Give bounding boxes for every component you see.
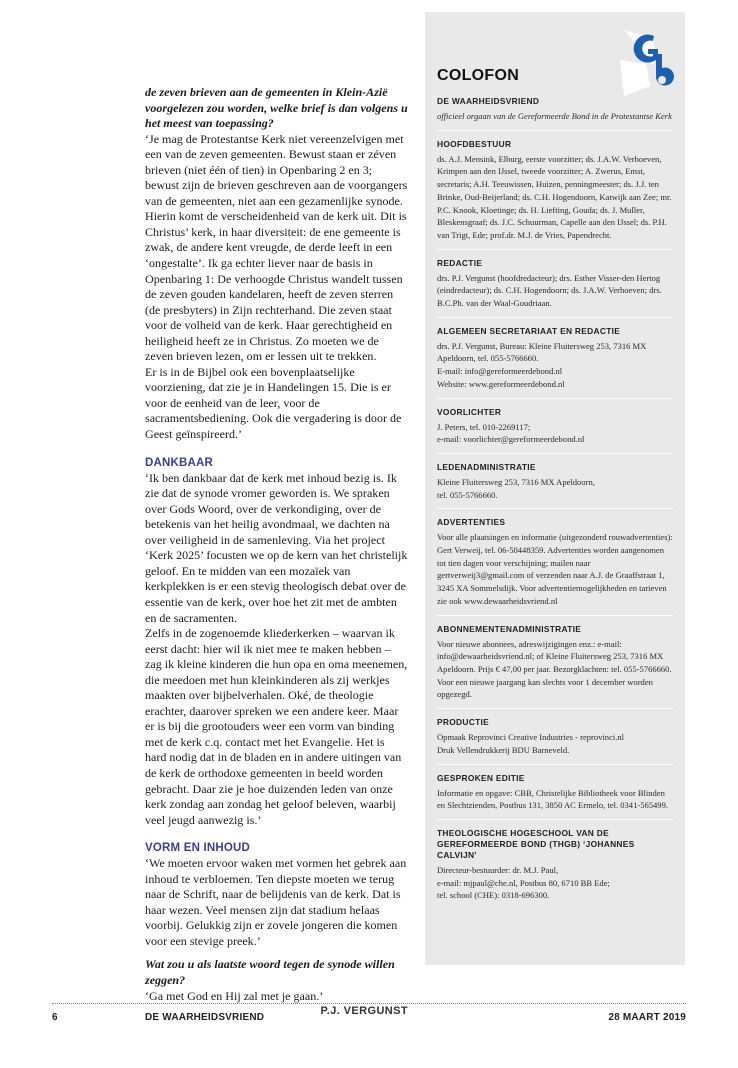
colofon-body: Directeur-bestuurder: dr. M.J. Paul, e-mail: mjpaul@che.nl, Postbus 80, 6710 BB Ede; tel. school (CHE): 0318-696300. bbox=[437, 864, 610, 901]
answer-paragraph: ‘Ga met God en Hij zal met je gaan.’ bbox=[145, 988, 324, 1003]
answer-paragraph: ‘We moeten ervoor waken met vormen het gebrek aan inhoud te verbloemen. Ten diepste moeten we terug naar de Schrift, naar de belijdenis van de kerk. Dat is haar wezen. Veel mensen zijn dat stadium helaas voorbij. Gelukkig zijn er zovele jongeren die komen voor een stevige preek.’ bbox=[145, 856, 407, 948]
colofon-heading: GESPROKEN EDITIE bbox=[437, 772, 525, 783]
section-heading-vorm-en-inhoud: VORM EN INHOUD bbox=[145, 842, 251, 855]
colofon-section bbox=[437, 462, 673, 509]
colofon-body: officieel orgaan van de Gereformeerde Bond in de Protestantse Kerk bbox=[437, 111, 672, 121]
colofon-section bbox=[437, 139, 673, 250]
colofon-heading: ADVERTENTIES bbox=[437, 517, 506, 528]
footer-divider bbox=[52, 1003, 686, 1004]
interview-question: de zeven brieven aan de gemeenten in Klein-Azië voorgelezen zou worden, welke brief is dan volgens u het meest van toepassing? bbox=[145, 85, 408, 131]
answer-paragraph: Zelfs in de zogenoemde kliederkerken – waarvan ik eerst dacht: hier wil ik niet mee te maken hebben – zag ik kleine kinderen die hun opa en oma meenemen, die meedoen met hun kleinkinderen als zij werkjes maakten over bijbelverhalen. Oké, de theologie erachter, daarover spreken we een andere keer. Maar er is bij die grootouders weer een vorm van binding met de kerk c.q. contact met het Evangelie. Het is hard nodig dat in de bladen en in andere uitingen van de kerk de orthodoxe gemeenten in beeld worden gebracht. Daar zie je hoe duizenden leden van onze kerk zondag aan zondag het geloof beleven, waarbij veel jeugd aanwezig is.’ bbox=[145, 626, 408, 827]
colofon-title: COLOFON bbox=[437, 67, 520, 84]
colofon-section bbox=[437, 96, 673, 131]
colofon-body: Opmaak Reprovinci Creative Industries - reprovinci.nl Druk Vellendrukkerij BDU Barneveld. bbox=[437, 732, 625, 755]
colofon-body: ds. A.J. Mensink, Elburg, eerste voorzitter; ds. J.A.W. Verhoeven, Krimpen aan den IJssel, tweede voorzitter; A. Zwerus, Emst, secretaris; A.H. Teeuwissen, Huizen, penningmeester; ds. J.J. ten Brinke, Oud-Beijerland; ds. C.H. Hogendoorn, Katwijk aan Zee; mr. P.C. Knook, Kloetinge; ds. H. Liefting, Gouda; ds. J. Muller, Bleskensgraaf; ds. J.C. Schuurman, Capelle aan den IJssel; ds. P.H. van Trigt, Ede; prof.dr. M.J. de Vries, Papendrecht. bbox=[437, 153, 672, 240]
publication-name: DE WAARHEIDSVRIEND bbox=[145, 1012, 265, 1023]
section-heading-dankbaar: DANKBAAR bbox=[145, 456, 214, 469]
colofon-body: drs. P.J. Vergunst, Bureau: Kleine Fluitersweg 253, 7316 MX Apeldoorn, tel. 055-5766660. E-mail: info@gereformeerdebond.nl Website: www.gereformeerdebond.nl bbox=[437, 340, 647, 389]
colofon-heading: THEOLOGISCHE HOGESCHOOL VAN DE GEREFORMEERDE BOND (THGB) ‘JOHANNES CALVIJN’ bbox=[437, 827, 635, 860]
colofon-heading: PRODUCTIE bbox=[437, 717, 490, 728]
colofon-section bbox=[437, 717, 673, 764]
page-number: 6 bbox=[52, 1012, 58, 1023]
gereformeerde-bond-logo-icon bbox=[610, 20, 680, 102]
answer-paragraph: ‘Ik ben dankbaar dat de kerk met inhoud bezig is. Ik zie dat de synode vromer geworden is. We spraken over Gods Woord, over de verkondiging, over de betekenis van het heilig avondmaal, we dachten na over veiligheid in de samenleving. Via het project ‘Kerk 2025’ focusten we op de kern van het christelijk geloof. En te midden van een mozaïek van kerkplekken is er een stevig theologisch debat over de essentie van de kerk, over hoe het zit met de ambten en de sacramenten. bbox=[145, 470, 408, 625]
colofon-section bbox=[437, 773, 673, 820]
colofon-section bbox=[437, 407, 673, 454]
colofon-heading: HOOFDBESTUUR bbox=[437, 138, 512, 149]
colofon-body: Kleine Fluitersweg 253, 7316 MX Apeldoorn, tel. 055-5766660. bbox=[437, 476, 595, 500]
colofon-heading: LEDENADMINISTRATIE bbox=[437, 461, 536, 472]
colofon-sidebar bbox=[425, 12, 685, 965]
colofon-heading: ABONNEMENTENADMINISTRATIE bbox=[437, 623, 582, 634]
colofon-body: Voor nieuwe abonnees, adreswijzigingen enz.: e-mail: info@dewaarheidsvriend.nl; of Kleine Fluitersweg 253, 7316 MX Apeldoorn. Prijs € 47,00 per jaar. Bezorgklachten: tel. 055-5766660. Voor een nieuwe jaargang kan slechts voor 1 december worden opgezegd. bbox=[437, 638, 672, 700]
colofon-heading: DE WAARHEIDSVRIEND bbox=[437, 96, 540, 106]
answer-paragraph: ‘Je mag de Protestantse Kerk niet vereenzelvigen met een van de zeven gemeenten. Bewust staan er zéven brieven (niet één of tien) in Openbaring 2 en 3; bewust zijn de brieven geschreven aan de voorgangers van de gemeenten, niet aan een gezamenlijke synode. Hierin komt de verscheidenheid van de kerk uit. Dit is Christus’ kerk, in haar diversiteit: de ene gemeente is zwak, de andere kent vreugde, de derde leeft in een ‘ongestalte’. Ik ga echter liever naar de basis in Openbaring 1: De verhoogde Christus wandelt tussen de zeven gouden kandelaren, heeft de zeven sterren (de presbyters) in Zijn rechterhand. Die zeven staat voor de volheid van de kerk. Haar gerechtigheid en heiligheid heeft ze in Christus. Zo moeten we de zeven brieven lezen, om er lessen uit te trekken. bbox=[145, 131, 408, 364]
colofon-heading: VOORLICHTER bbox=[437, 406, 502, 417]
colofon-section bbox=[437, 828, 673, 909]
issue-date: 28 MAART 2019 bbox=[608, 1012, 686, 1023]
colofon-section bbox=[437, 326, 673, 399]
colofon-sections bbox=[437, 96, 673, 917]
colofon-section bbox=[437, 258, 673, 318]
author-signature: P.J. VERGUNST bbox=[320, 1005, 408, 1018]
colofon-body: Informatie en opgave: CBB, Christelijke Bibliotheek voor Blinden en Slechtzienden, Postbus 131, 3850 AC Ermelo, tel. 0341-565499. bbox=[437, 787, 668, 811]
answer-paragraph: Er is in de Bijbel ook een bovenplaatselijke voorziening, dat zie je in Handelingen 15. Die is er voor de eenheid van de leer, voor de sacramentsbediening. Ook die vergadering is door de Geest geïnspireerd.’ bbox=[145, 364, 402, 442]
colofon-body: Voor alle plaatsingen en informatie (uitgezonderd rouwadvertenties): Gert Verweij, tel. 06-50448359. Advertenties worden aangenomen tot tien dagen voor verschijning; mailen naar gertverweij3@gmail.com of verzenden naar A.J. de Graaffstraat 1, 3245 XA Sommelsdijk. Voor advertentiemogelijkheden en tarieven zie ook www.dewaarheidsvriend.nl bbox=[437, 532, 673, 606]
colofon-heading: REDACTIE bbox=[437, 257, 483, 268]
colofon-section bbox=[437, 624, 673, 710]
interview-question: Wat zou u als laatste woord tegen de synode willen zeggen? bbox=[145, 957, 395, 987]
colofon-body: J. Peters, tel. 010-2269117; e-mail: voorlichter@gereformeerdebond.nl bbox=[437, 421, 585, 445]
colofon-section bbox=[437, 517, 673, 615]
colofon-body: drs. P.J. Vergunst (hoofdredacteur); drs. Esther Visser-den Hertog (eindredacteur); ds. C.H. Hogendoorn; ds. J.A.W. Verhoeven; drs. B.C.Ph. van der Waal-Goudriaan. bbox=[437, 272, 662, 309]
colofon-heading: ALGEMEEN SECRETARIAAT EN REDACTIE bbox=[437, 325, 621, 336]
article-column bbox=[145, 85, 408, 1020]
